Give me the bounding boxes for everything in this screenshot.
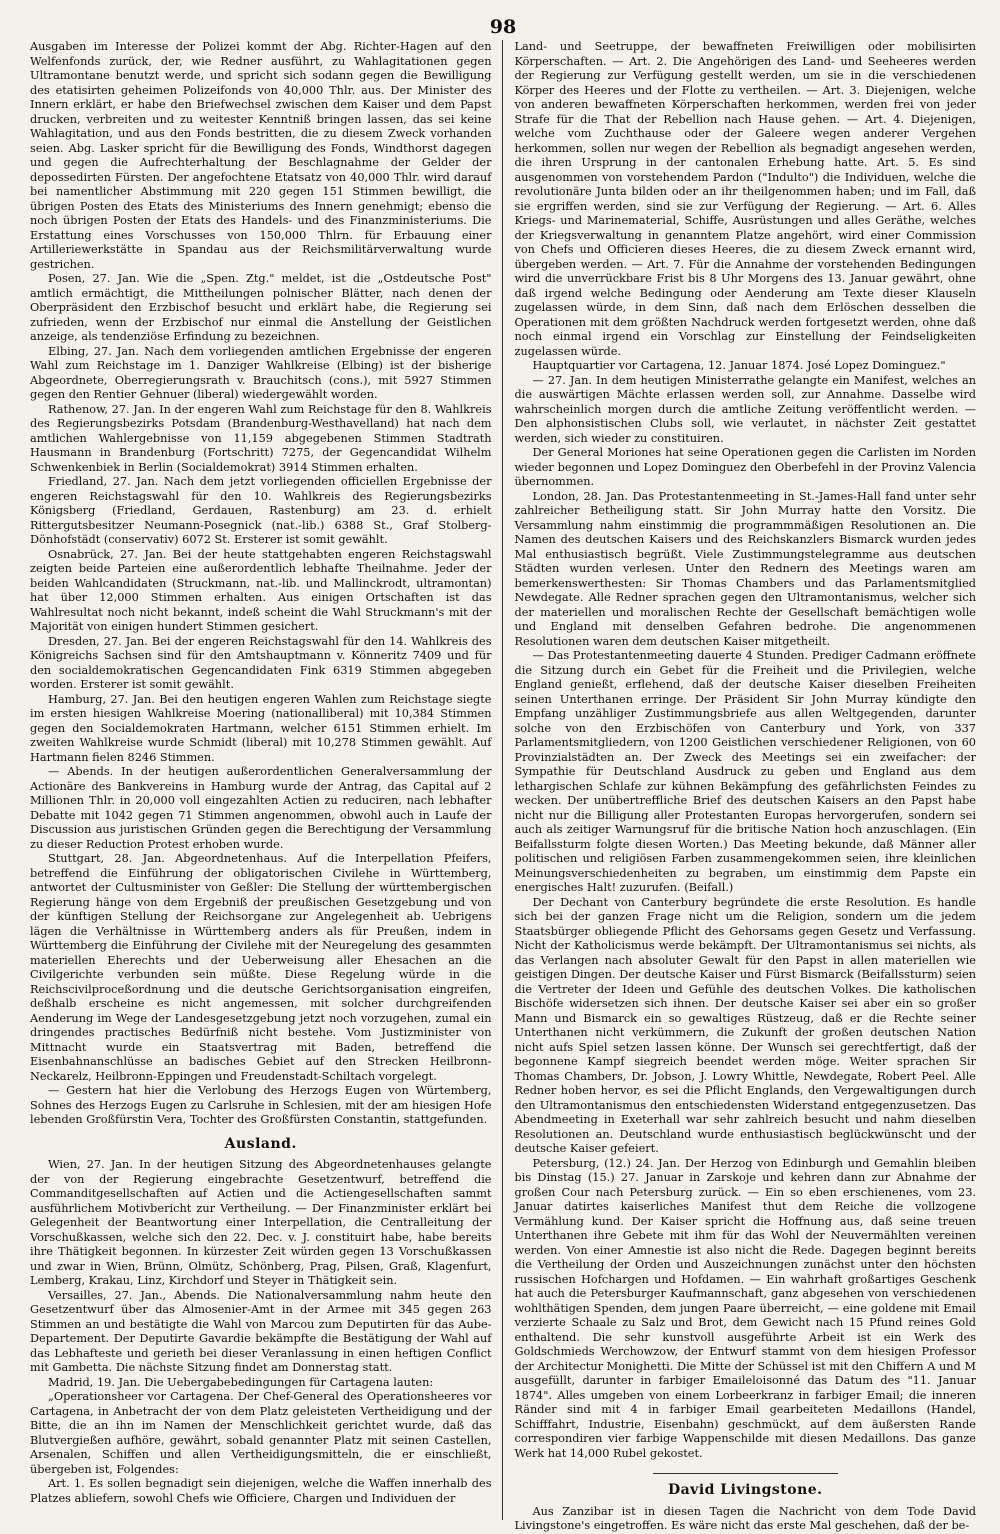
right-column — [502, 40, 977, 1532]
article-canterbury: Der Dechant von Canterbury begründete die erste Resolution. Es handle sich bei der ganzen Frage nicht um die Religion, sondern um die jedem Staatsbürger obliegende Pflicht des Gehorsams gegen Gesetz und Verfassung. Nicht der Katholicismus werde bekämpft. Der Ultramontanismus sei nichts, als das Verlangen nach absoluter Gewalt für den Papst in allen materiellen wie geistigen Dingen. Der deutsche Kaiser und Fürst Bismarck (Beifallssturm) seien die Vertreter der Ideen und Gefühle des deutschen Volkes. Die katholischen Bischöfe widersetzen sich ihnen. Der deutsche Kaiser sei aber ein so großer Mann und Bismarck ein so gewaltiges Rüstzeug, daß er die Rechte seiner Unterthanen nicht verkümmern, die Zukunft der großen deutschen Nation nicht aufs Spiel setzen lassen könne. Der Wunsch sei gerechtfertigt, daß der begonnene Kampf siegreich beendet werden möge. Weiter sprachen Sir Thomas Chambers, Dr. Jobson, J. Lowry Whittle, Newdegate, Robert Peel. Alle Redner hoben hervor, es sei die Pflicht Englands, den Vergewaltigungen durch den Ultramontanismus den entschiedensten Widerstand entgegenzusetzen. Das Abendmeeting in Exeterhall war sehr zahlreich besucht und nahm dieselben Resolutionen an. Deutschland wurde enthusiastisch beglückwünscht und der deutsche Kaiser gefeiert. — [514, 895, 976, 1155]
article-rathenow: Rathenow, 27. Jan. In der engeren Wahl zum Reichstage für den 8. Wahlkreis des Regierungsbezirks Potsdam (Brandenburg-Westhavelland) hat nach dem amtlichen Wahlergebnisse von 11,159 abgegebenen Stimmen Stadtrath Hausmann in Brandenburg (Fortschritt) 7275, der Gegencandidat Wilhelm Schwenkenbiek in Berlin (Socialdemokrat) 3914 Stimmen erhalten. — [30, 402, 492, 474]
article-london-meeting: — Das Protestantenmeeting dauerte 4 Stunden. Prediger Cadmann eröffnete die Sitzung durch ein Gebet für die Freiheit und die Privilegien, welche England genießt, erflehend, daß der deutsche Kaiser dieselben Freiheiten seinen Unterthanen erringe. Der Präsident Sir John Murray kündigte den Empfang unzähliger Zustimmungsbriefe aus allen Weltgegenden, darunter solche von den Erzbischöfen von Canterbury und York, von 337 Parlamentsmitgliedern, von 1200 Geistlichen verschiedener Religionen, von 60 Provinzialstädten an. Der Zweck des Meetings sei ein zweifacher: der Sympathie für Deutschland Ausdruck zu geben und England aus dem lethargischen Schlafe zur kühnen Bekämpfung des gefährlichsten Feindes zu wecken. Der unübertreffliche Brief des deutschen Kaisers an den Papst habe nicht nur die Billigung aller Protestanten Europas hervorgerufen, sondern sei auch als zeitiger Warnungsruf für die britische Nation hoch anzuschlagen. (Ein Beifallssturm folgte diesen Worten.) Das Meeting bekunde, daß Männer aller politischen und religiösen Farben zusammengekommen seien, ihre kleinlichen Meinungsverschiedenheiten zu begraben, um einstimmig dem Papste ein energisches Halt! zuzurufen. (Beifall.) — [514, 649, 976, 894]
article-madrid-manifest: — 27. Jan. In dem heutigen Ministerrathe gelangte ein Manifest, welches an die auswärtigen Mächte erlassen werden soll, zur Annahme. Dasselbe wird wahrscheinlich morgen durch die amtliche Zeitung veröffentlicht werden. — Den alphonsistischen Clubs soll, wie verlautet, in nächster Zeit gestattet werden, sich wieder zu constituiren. — [514, 373, 976, 445]
article-osnabrueck: Osnabrück, 27. Jan. Bei der heute stattgehabten engeren Reichstagswahl zeigten beide Parteien eine außerordentlich lebhafte Theilnahme. Jeder der beiden Wahlcandidaten (Struckmann, nat.-lib. und Mallinckrodt, ultramontan) hat über 12,000 Stimmen erhalten. Aus einigen Ortschaften ist das Wahlresultat noch nicht bekannt, indeß scheint die Wahl Struckmann's mit der Majorität von einigen hundert Stimmen gesichert. — [30, 547, 492, 633]
article-stuttgart-betrothal: — Gestern hat hier die Verlobung des Herzogs Eugen von Würtemberg, Sohnes des Herzogs Eugen zu Carlsruhe in Schlesien, mit der am hiesigen Hofe lebenden Großfürstin Vera, Tochter des Großfürsten Constantin, stattgefunden. — [30, 1084, 492, 1126]
article-friedland: Friedland, 27. Jan. Nach dem jetzt vorliegenden officiellen Ergebnisse der engeren Reichstagswahl für den 10. Wahlkreis des Regierungsbezirks Königsberg (Friedland, Gerdauen, Rastenburg) am 23. d. erhielt Rittergutsbesitzer Neumann-Posegnick (nat.-lib.) 6388 St., Graf Stolberg-Dönhofstädt (conservativ) 6072 St. Ersterer ist somit gewählt. — [30, 475, 492, 546]
article-elbing: Elbing, 27. Jan. Nach dem vorliegenden amtlichen Ergebnisse der engeren Wahl zum Reichstage im 1. Danziger Wahlkreise (Elbing) ist der bisherige Abgeordnete, Oberregierungsrath v. Brauchitsch (cons.), mit 5927 Stimmen gegen den Rentier Gehnuer (liberal) wiedergewählt worden. — [30, 344, 492, 401]
section-divider — [653, 1473, 838, 1474]
article-hamburg-evening: — Abends. In der heutigen außerordentlichen Generalversammlung der Actionäre des Bankvereins in Hamburg wurde der Antrag, das Capital auf 2 Millionen Thlr. in 20,000 voll eingezahlten Actien zu reduciren, nach lebhafter Debatte mit 1042 gegen 71 Stimmen angenommen, obwohl auch in Laufe der Discussion aus juristischen Gründen gegen die Berechtigung der Versammlung zu dieser Reduction Protest erhoben wurde. — [30, 765, 492, 851]
article-posen: Posen, 27. Jan. Wie die „Spen. Ztg." meldet, ist die „Ostdeutsche Post" amtlich ermächtigt, die Mittheilungen polnischer Blätter, nach denen der Oberpräsident den Erzbischof besucht und erklärt habe, die Regierung sei zufrieden, wenn der Erzbischof nur einmal die Anstellung der Geistlichen anzeige, als tendenziöse Erfindung zu bezeichnen. — [30, 272, 492, 343]
article-wien: Wien, 27. Jan. In der heutigen Sitzung des Abgeordnetenhauses gelangte der von der Regierung eingebrachte Gesetzentwurf, betreffend die Commanditgesellschaften auf Actien und die Actiengesellschaften sammt ausführlichem Motivbericht zur Vertheilung. — Der Finanzminister erklärt bei Gelegenheit der Beantwortung einer Interpellation, die Centralleitung der Vorschußkassen, welche sich den 22. Dec. v. J. constituirt habe, habe bereits ihre Thätigkeit begonnen. In kürzester Zeit würden gegen 13 Vorschußkassen und zwar in Wien, Brünn, Olmütz, Schönberg, Prag, Pilsen, Graß, Klagenfurt, Lemberg, Krakau, Linz, Kirchdorf und Steyer in Thätigkeit sein. — [30, 1158, 492, 1287]
article-madrid-art1: Art. 1. Es sollen begnadigt sein diejenigen, welche die Waffen innerhalb des Platzes abliefern, sowohl Chefs wie Officiere, Chargen und Individuen der — [30, 1477, 492, 1505]
article-hamburg: Hamburg, 27. Jan. Bei den heutigen engeren Wahlen zum Reichstage siegte im ersten hiesigen Wahlkreise Moering (nationalliberal) mit 10,384 Stimmen gegen den Socialdemokraten Hartmann, welcher 6151 Stimmen erhielt. Im zweiten Wahlkreise wurde Schmidt (liberal) mit 10,278 Stimmen gewählt. Auf Hartmann fielen 8246 Stimmen. — [30, 692, 492, 764]
article-madrid-terms: „Operationsheer vor Cartagena. Der Chef-General des Operationsheeres vor Cartagena, in Anbetracht der von dem Platz geleisteten Vertheidigung und der Bitte, die an ihn im Namen der Menschlichkeit gerichtet wurde, daß das Blutvergießen aufhöre, gewährt, sobald genannter Platz mit seinen Castellen, Arsenalen, Schiffen und allen Vertheidigungsmitteln, die er einschließt, übergeben ist, Folgendes: — [30, 1390, 492, 1476]
article-madrid: Madrid, 19. Jan. Die Uebergabebedingungen für Cartagena lauten: — [48, 1375, 434, 1389]
section-heading-livingstone: David Livingstone. — [667, 1482, 823, 1498]
article-petersburg: Petersburg, (12.) 24. Jan. Der Herzog von Edinburgh und Gemahlin bleiben bis Dinstag (15.) 27. Januar in Zarskoje und kehren dann zur Abnahme der großen Cour nach Petersburg zurück. — Ein so eben erschienenes, vom 23. Januar datirtes kaiserliches Manifest thut dem Reiche die vollzogene Vermählung kund. Der Kaiser spricht die Hoffnung aus, daß seine treuen Unterthanen ihre Gebete mit ihm für das Wohl der Neuvermählten vereinen werden. Von einer Amnestie ist also nicht die Rede. Dagegen beginnt bereits die Vertheilung der Orden und Auszeichnungen zunächst unter den höchsten russischen Hofchargen und Hofdamen. — Ein wahrhaft großartiges Geschenk hat auch die Petersburger Kaufmannschaft, ganz abgesehen von verschiedenen wohlthätigen Spenden, dem jungen Paare überreicht, — eine goldene mit Email verzierte Schaale zu Salz und Brot, dem Gewicht nach 15 Pfund reines Gold enthaltend. Die sehr kunstvoll ausgeführte Arbeit ist ein Werk des Goldschmieds Werchowzow, der Entwurf stammt von dem hiesigen Professor der Architectur Monighetti. Die Mitte der Schüssel ist mit den Chiffern A und M ausgefüllt, darunter in farbiger Emaileloisonné das Datum des "11. Januar 1874". Alles umgeben von einem Lorbeerkranz in farbiger Email; die inneren Ränder sind mit 4 in farbiger Email gearbeiteten Medaillons (Handel, Schifffahrt, Industrie, Eisenbahn) geschmückt, auf dem äußersten Rande correspondiren vier farbige Wappenschilde mit diesen Medaillons. Das ganze Werk hat 14,000 Rubel gekostet. — [514, 1156, 976, 1460]
left-column — [30, 40, 502, 1520]
article-moriones: Der General Moriones hat seine Operationen gegen die Carlisten im Norden wieder begonnen und Lopez Dominguez den Oberbefehl in der Provinz Valencia übernommen. — [514, 446, 976, 488]
article-versailles: Versailles, 27. Jan., Abends. Die Nationalversammlung nahm heute den Gesetzentwurf über das Almosenier-Amt in der Armee mit 345 gegen 263 Stimmen an und bestätigte die Wahl von Marcou zum Deputirten für das Aube-Departement. Der Deputirte Gavardie bekämpfte die Bestätigung der Wahl auf das Lebhafteste und gerieth bei dieser Veranlassung in einen heftigen Conflict mit Gambetta. Die nächste Sitzung findet am Donnerstag statt. — [30, 1288, 492, 1374]
article-livingstone: Aus Zanzibar ist in diesen Tagen die Nachricht von dem Tode David Livingstone's eingetroffen. Es wäre nicht das erste Mal geschehen, daß der be- — [514, 1504, 976, 1532]
section-heading-ausland: Ausland. — [224, 1135, 297, 1152]
page-number: 98 — [489, 16, 517, 38]
article-fragment: Ausgaben im Interesse der Polizei kommt der Abg. Richter-Hagen auf den Welfenfonds zurück, der, wie Redner ausführt, zu Wahlagitationen gegen Ultramontane benutzt werde, und spricht sich sodann gegen die Bewilligung des etatisirten geheimen Polizeifonds von 40,000 Thlr. aus. Der Minister des Innern erklärt, er habe den Briefwechsel zwischen dem Kaiser und dem Papst drucken, verbreiten und zu weitester Kenntniß bringen lassen, das sei keine Wahlagitation, und aus den Fonds bestritten, die zu diesem Zweck vorhanden seien. Abg. Lasker spricht für die Bewilligung des Fonds, Windthorst dagegen und gegen die Aufrechterhaltung der Beschlagnahme der Gelder der depossedirten Fürsten. Der angefochtene Etatsatz von 40,000 Thlr. wird darauf bei namentlicher Abstimmung mit 220 gegen 151 Stimmen bewilligt, die übrigen Posten des Etats des Ministeriums des Innern genehmigt; ebenso die noch übrigen Posten der Etats des Handels- und des Finanzministeriums. Die Erstattung eines Vorschusses von 150,000 Thlrn. für Erbauung einer Artilleriewerkstätte in Spandau aus der Reichsmilitärverwaltung wurde gestrichen. — [30, 40, 492, 271]
text-columns — [30, 40, 976, 1532]
article-stuttgart: Stuttgart, 28. Jan. Abgeordnetenhaus. Auf die Interpellation Pfeifers, betreffend die Einführung der obligatorischen Civilehe in Württemberg, antwortet der Cultusminister von Geßler: Die Stellung der württembergischen Regierung hänge von dem Ergebniß der preußischen Gesetzgebung und von der künftigen Stellung der Reichsorgane zur Angelegenheit ab. Uebrigens lägen die Verhältnisse in Württemberg anders als für Preußen, indem in Württemberg die Einführung der Civilehe mit der Neuregelung des gesammten materiellen Eherechts und der Ueberweisung aller Ehesachen an die Civilgerichte verbunden sein müßte. Diese Regelung würde in die Reichscivilproceßordnung und die deutsche Gerichtsorganisation eingreifen, deßhalb erscheine es nicht angemessen, mit solcher durchgreifenden Aenderung im Wege der Landesgesetzgebung jetzt noch vorzugehen, zumal ein dringendes practisches Bedürfniß nicht bestehe. Vom Justizminister von Mittnacht wurde ein Staatsvertrag mit Baden, betreffend die Eisenbahnanschlüsse an badisches Gebiet auf den Strecken Heilbronn-Neckarelz, Heilbronn-Eppingen und Freudenstadt-Schiltach vorgelegt. — [30, 852, 492, 1083]
article-madrid-signature: Hauptquartier vor Cartagena, 12. Januar 1874. José Lopez Dominguez." — [532, 359, 946, 372]
article-london: London, 28. Jan. Das Protestantenmeeting in St.-James-Hall fand unter sehr zahlreicher Betheiligung statt. Sir John Murray hatte den Vorsitz. Die Versammlung nahm einstimmig die programmmäßigen Resolutionen an. Die Namen des deutschen Kaisers und des Reichskanzlers Bismarck wurden jedes Mal enthusiastisch begrüßt. Viele Zustimmungstelegramme aus deutschen Städten wurden verlesen. Unter den Rednern des Meetings waren am bemerkenswerthesten: Sir Thomas Chambers und das Parlamentsmitglied Newdegate. Alle Redner sprachen gegen den Ultramontanismus, welcher sich der materiellen und moralischen Rechte der Gesellschaft bemächtigen wolle und England mit denselben Gefahren bedrohe. Die angenommenen Resolutionen waren dem deutschen Kaiser mitgetheilt. — [514, 489, 976, 648]
article-madrid-continued: Land- und Seetruppe, der bewaffneten Freiwilligen oder mobilisirten Körperschaften. — Art. 2. Die Angehörigen des Land- und Seeheeres werden der Regierung zur Verfügung gestellt werden, um sie in die verschiedenen Körper des Heeres und der Flotte zu vertheilen. — Art. 3. Diejenigen, welche von anderen bewaffneten Körperschaften herkommen, werden frei von jeder Strafe für die That der Rebellion nach Hause gehen. — Art. 4. Diejenigen, welche vom Zuchthause oder der Galeere wegen anderer Vergehen herkommen, sollen nur wegen der Rebellion als begnadigt angesehen werden, die ihren Ursprung in der cantonalen Erhebung hatte. Art. 5. Es sind ausgenommen von vorstehendem Pardon ("Indulto") die Individuen, welche die revolutionäre Junta bilden oder an ihr theilgenommen haben; und im Fall, daß sie ergriffen werden, sind sie zur Verfügung der Regierung. — Art. 6. Alles Kriegs- und Marinematerial, Schiffe, Ausrüstungen und alles Geräthe, welches der Kriegsverwaltung in genanntem Platze angehört, wird einer Commission von Chefs und Officieren dieses Heeres, die zu diesem Zweck ernannt wird, übergeben werden. — Art. 7. Für die Annahme der vorstehenden Bedingungen wird die unverrückbare Frist bis 8 Uhr Morgens des 13. Januar gewährt, ohne daß irgend welche Bedingung oder Aenderung am Texte dieser Klauseln zugelassen würde, in dem Sinn, daß nach dem Erlöschen desselben die Operationen mit dem größten Nachdruck werden fortgesetzt werden, ohne daß noch einmal irgend ein Vorschlag zur Einstellung der Feindseligkeiten zugelassen würde. — [514, 40, 976, 358]
article-dresden: Dresden, 27. Jan. Bei der engeren Reichstagswahl für den 14. Wahlkreis des Königreichs Sachsen sind für den Amtshauptmann v. Könneritz 7409 und für den socialdemokratischen Gegencandidaten Fink 6319 Stimmen abgegeben worden. Ersterer ist somit gewählt. — [30, 634, 492, 691]
